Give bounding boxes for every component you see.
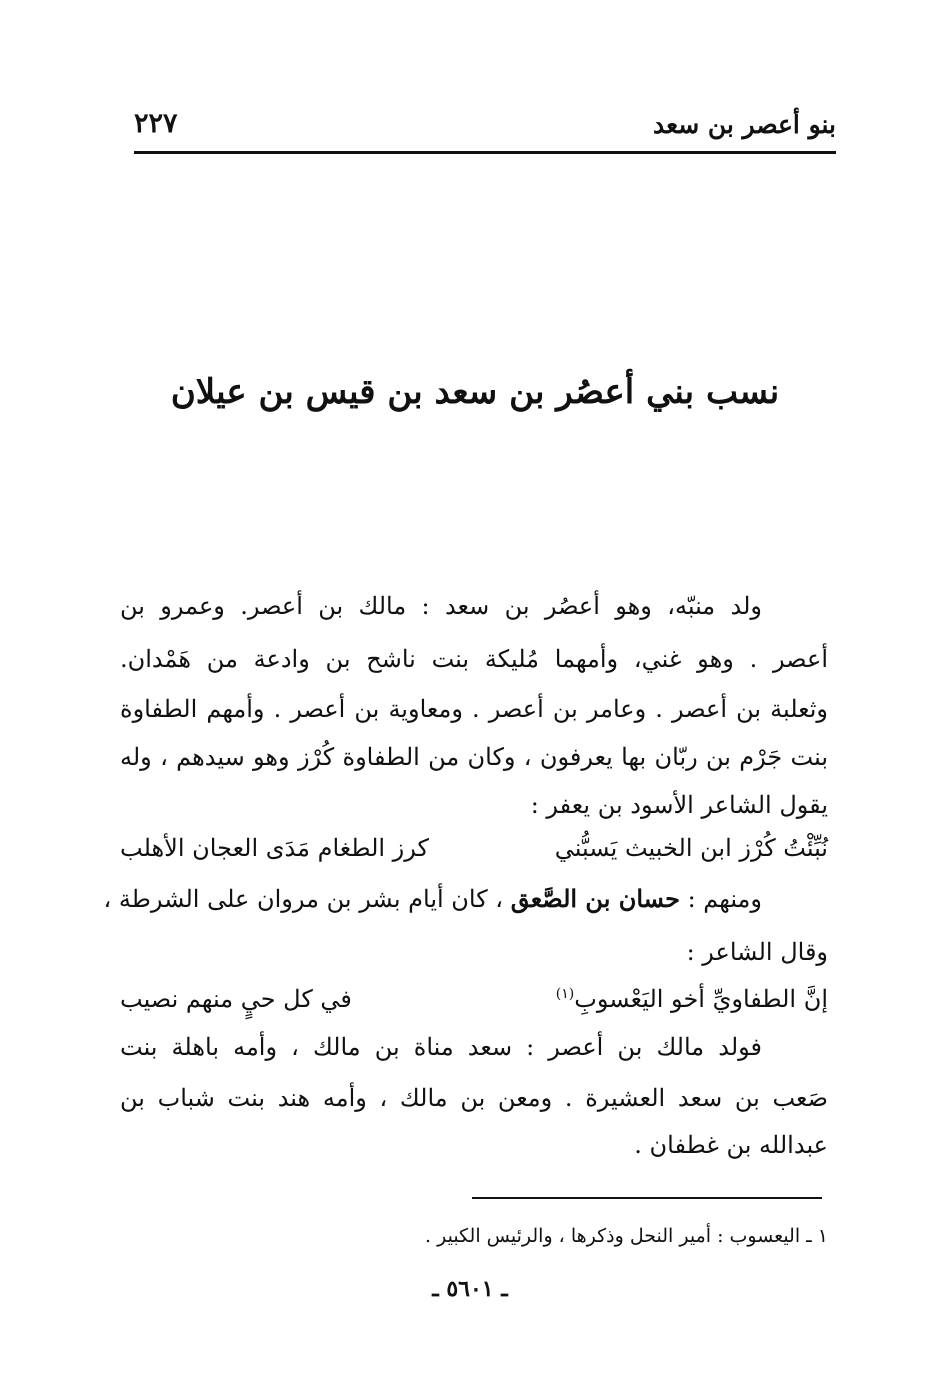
verse-2-first-text: إنَّ الطفاويِّ أخو اليَعْسوبِ — [574, 985, 828, 1013]
body-line-para2-2: وقال الشاعر : — [686, 938, 828, 966]
header-divider — [134, 151, 836, 154]
person-name: حسان بن الصَّعق — [510, 884, 680, 913]
verse-2 — [120, 979, 828, 1019]
footnote-1: ١ ـ اليعسوب : أمير النحل وذكرها ، والرئيس الكبير . — [425, 1225, 828, 1247]
verse-2-second-hemistich: في كل حيٍ منهم نصيب — [120, 985, 352, 1013]
footnote-reference: (١) — [555, 986, 575, 1002]
verse-1 — [120, 828, 828, 868]
verse-1-first-hemistich: نُبِّئْتُ كُرْز ابن الخبيث يَسبُّني — [554, 834, 828, 862]
body-line-para3-1: فولد مالك بن أعصر : سعد مناة بن مالك ، وأمه باهلة بنت — [120, 1033, 762, 1061]
body-line-para3-2: صَعب بن سعد العشيرة . ومعن بن مالك ، وأمه هند بنت شباب بن — [120, 1084, 828, 1112]
running-title: بنو أعصر بن سعد — [653, 110, 836, 139]
body-line-para2 — [103, 879, 762, 919]
running-header — [134, 104, 836, 152]
para2-suffix: ، كان أيام بشر بن مروان على الشرطة ، — [103, 885, 504, 913]
body-line-2: أعصر . وهو غني، وأمهما مُليكة بنت ناشح بن وادعة من هَمْدان. — [120, 645, 828, 673]
body-line-3: وثعلبة بن أعصر . وعامر بن أعصر . ومعاوية بن أعصر . وأمهم الطفاوة — [120, 695, 828, 723]
page-number-top: ٢٢٧ — [134, 108, 178, 139]
page-number-bottom: ـ ٥٦٠١ ـ — [432, 1276, 508, 1302]
chapter-title: نسب بني أعصُر بن سعد بن قيس بن عيلان — [170, 372, 780, 412]
para2-prefix: ومنهم : — [687, 885, 762, 913]
body-line-4: بنت جَرْم بن ربّان بها يعرفون ، وكان من الطفاوة كُرْز وهو سيدهم ، وله — [120, 743, 828, 771]
body-line-5: يقول الشاعر الأسود بن يعفر : — [530, 791, 828, 819]
verse-2-first-hemistich — [556, 979, 828, 1019]
body-line-1: ولد منبّه، وهو أعصُر بن سعد : مالك بن أعصر. وعمرو بن — [120, 592, 762, 620]
body-line-para3-3: عبدالله بن غطفان . — [634, 1131, 828, 1159]
footnote-divider — [472, 1197, 822, 1199]
verse-1-second-hemistich: كرز الطغام مَدَى العجان الأهلب — [120, 834, 429, 862]
